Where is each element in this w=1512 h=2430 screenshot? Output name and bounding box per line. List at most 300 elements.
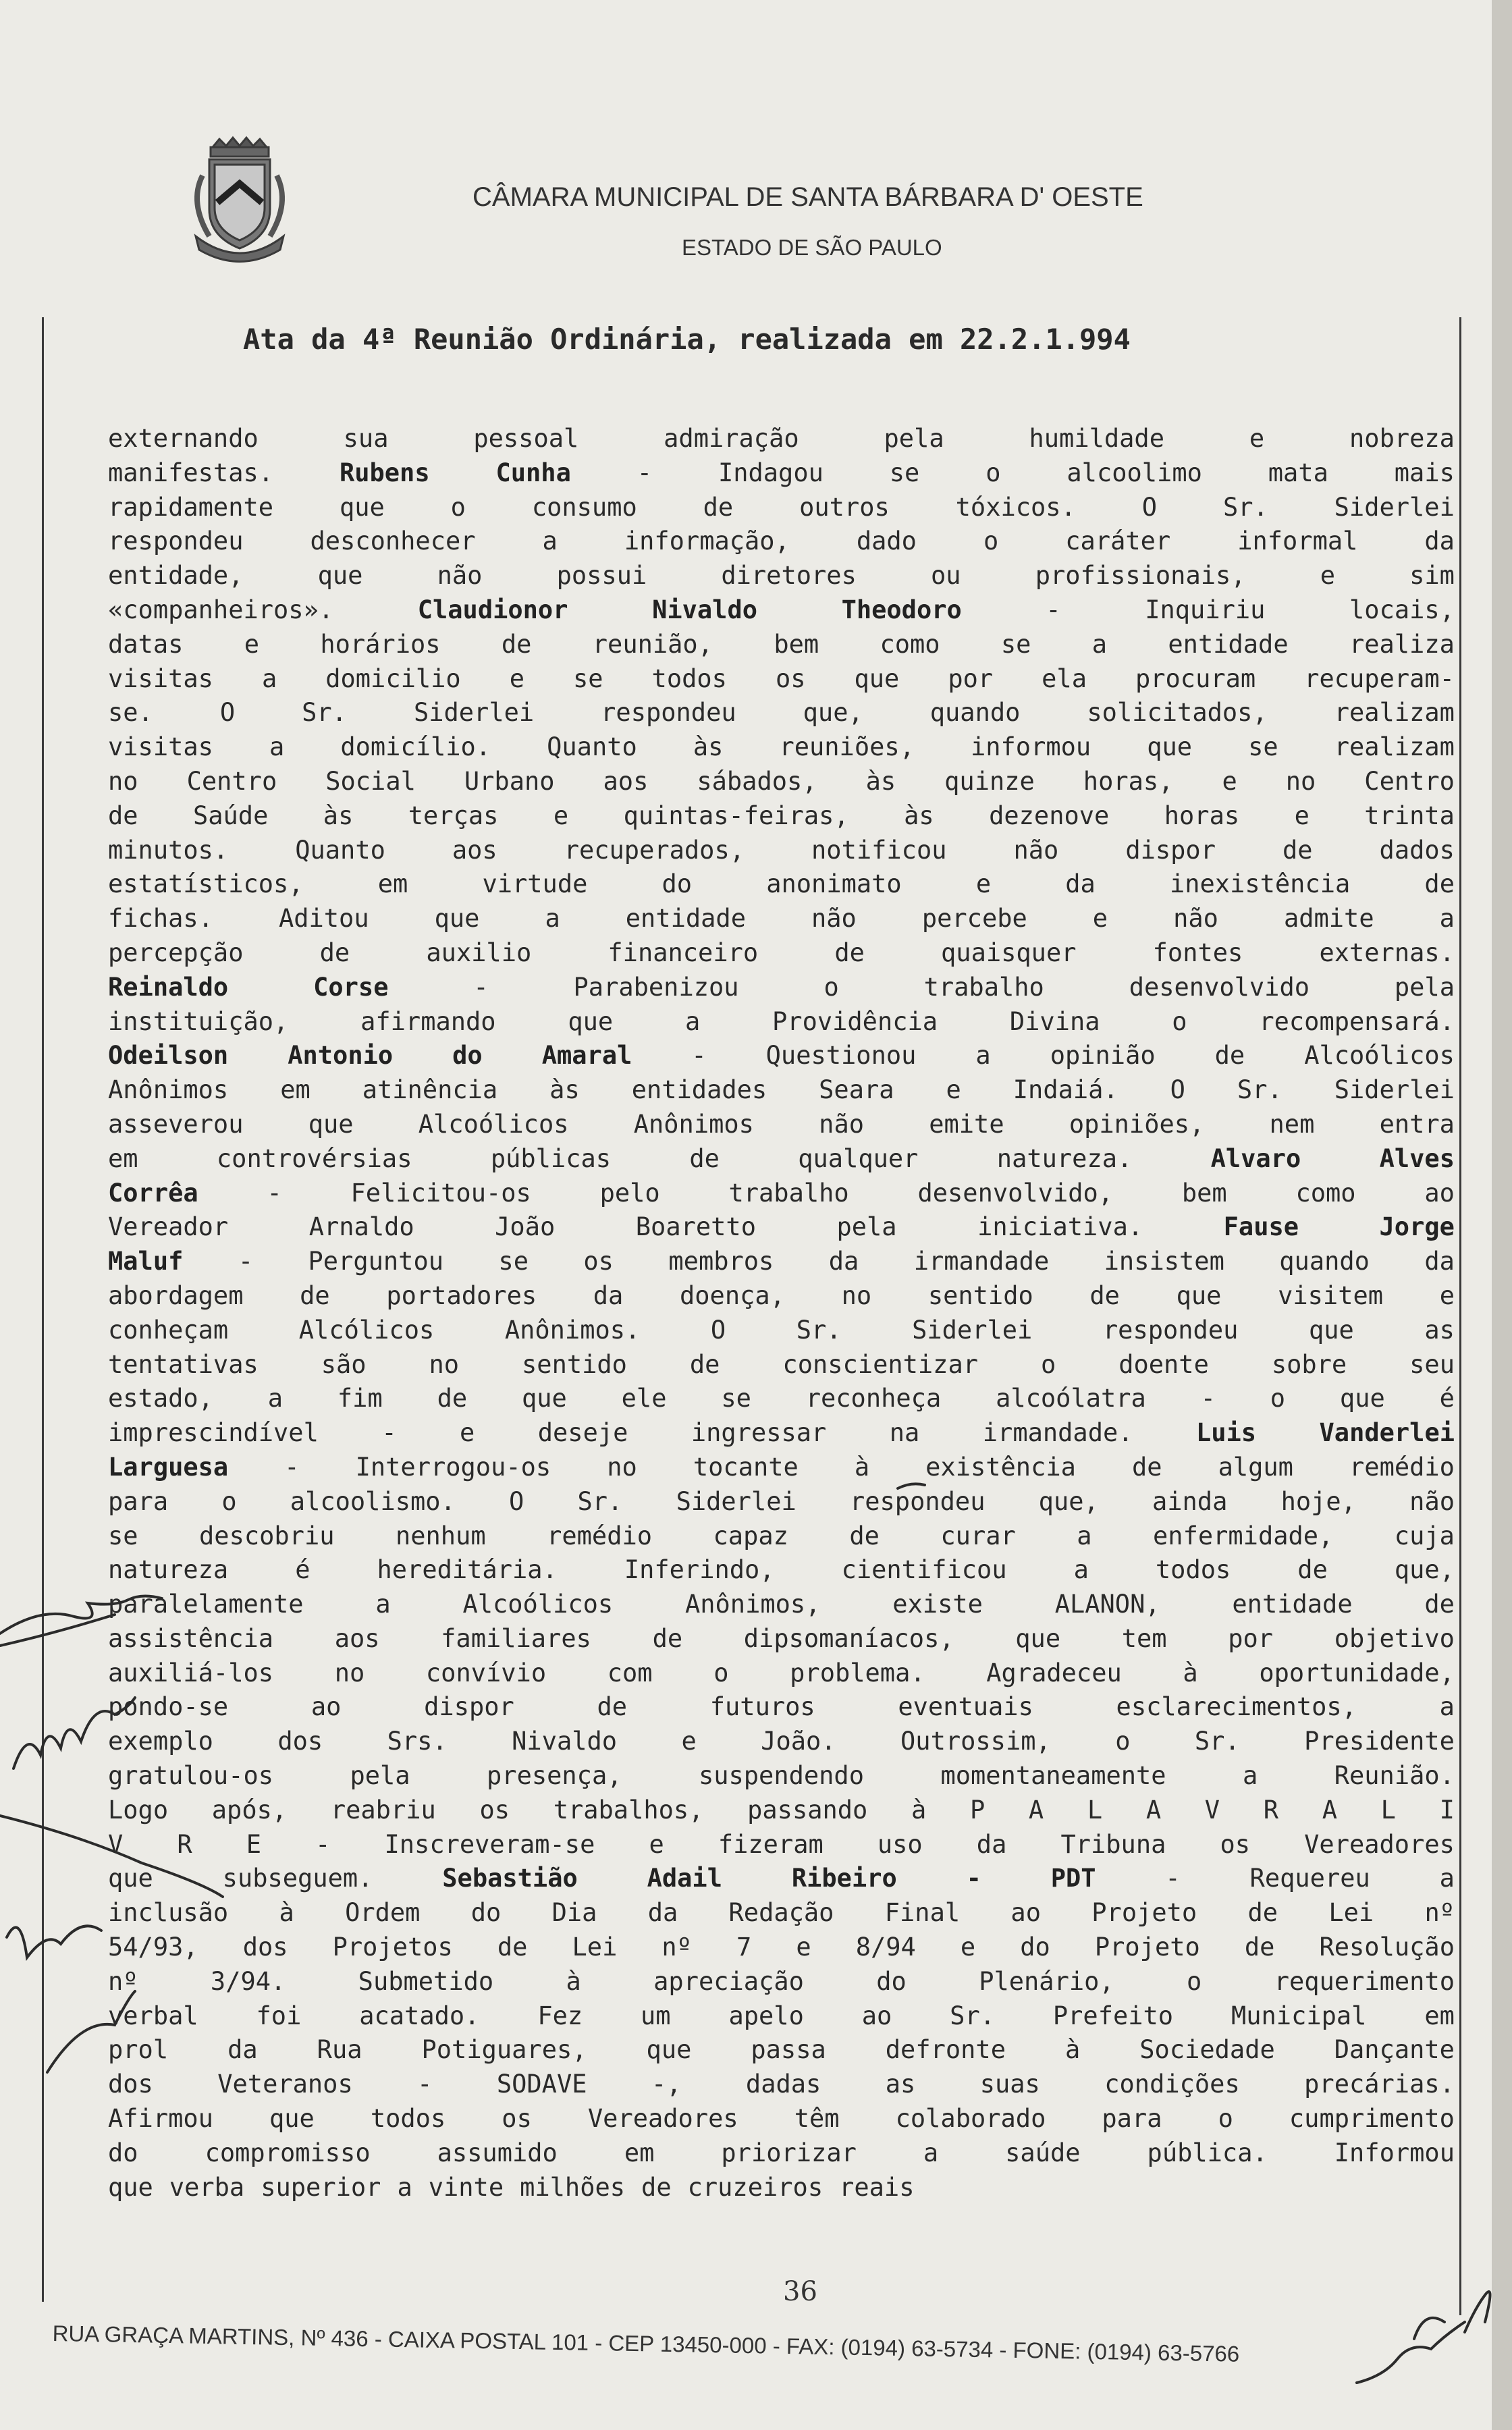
word: de <box>834 938 865 967</box>
word: Quanto <box>295 835 385 865</box>
word: os <box>1220 1829 1251 1859</box>
word: notificou <box>811 835 947 865</box>
word: a <box>545 904 560 934</box>
speaker-name-word: Vanderlei <box>1319 1418 1455 1448</box>
word: fizeram <box>718 1829 824 1859</box>
word: de <box>1282 835 1313 865</box>
word: à <box>854 1452 870 1482</box>
word: estado, <box>108 1384 213 1413</box>
word: visitas <box>108 664 213 693</box>
word: que, <box>803 698 863 728</box>
word: verbal <box>108 2001 198 2030</box>
word: momentaneamente <box>940 1761 1166 1791</box>
word: a <box>1073 1555 1089 1585</box>
word: suas <box>979 2070 1040 2099</box>
word: do <box>108 2138 138 2167</box>
word: reais <box>839 2172 915 2202</box>
word: respondeu <box>108 526 244 556</box>
word: para <box>108 1486 169 1516</box>
word: de <box>597 1692 628 1722</box>
word: Projeto <box>1094 1933 1200 1962</box>
word: Projeto <box>1091 1898 1197 1928</box>
word: de <box>497 1933 528 1962</box>
word: suspendendo <box>698 1761 864 1791</box>
text-line <box>108 664 1455 699</box>
word: que <box>646 2035 692 2065</box>
word: hereditária. <box>377 1555 558 1585</box>
page-edge <box>1492 0 1512 2430</box>
word: Lei <box>1328 1898 1374 1928</box>
speaker-name-word: Corse <box>313 972 389 1002</box>
word: e <box>796 1933 811 1962</box>
word: respondeu <box>601 698 736 728</box>
word: visitem <box>1278 1280 1384 1310</box>
word: todos <box>1155 1555 1231 1585</box>
word: irmandade <box>913 1247 1050 1276</box>
word: emite <box>929 1109 1004 1139</box>
text-line <box>108 732 1455 767</box>
word: sábados, <box>697 766 817 796</box>
word: realizam <box>1334 732 1455 762</box>
word: às <box>865 766 896 796</box>
word: Fez <box>537 2001 583 2030</box>
word: Submetido <box>358 1966 494 1996</box>
word: entidade <box>625 904 746 934</box>
word: que, <box>1394 1555 1455 1585</box>
word: e <box>1222 766 1237 796</box>
word: iniciativa. <box>977 1212 1143 1242</box>
word: que <box>269 2104 315 2134</box>
word: minutos. <box>108 835 229 865</box>
word: anonimato <box>766 869 902 899</box>
word: sim <box>1409 561 1455 591</box>
word: remédio <box>1349 1452 1455 1482</box>
word: abordagem <box>108 1280 244 1310</box>
word: do <box>662 869 693 899</box>
word: que <box>1176 1280 1222 1310</box>
coat-of-arms-emblem <box>182 135 297 263</box>
word: o <box>1040 1349 1056 1379</box>
word: como <box>880 629 940 659</box>
word: o <box>450 492 466 522</box>
word: trabalhos, <box>553 1795 704 1825</box>
word: doença, <box>680 1280 785 1310</box>
word: Alcólicos <box>298 1315 435 1345</box>
word: Felicitou-os <box>350 1178 531 1208</box>
word: - <box>267 1178 282 1208</box>
word: se <box>1000 629 1031 659</box>
word: - <box>315 1829 331 1859</box>
speaker-name-word: Sebastião <box>442 1864 578 1893</box>
word: cumprimento <box>1289 2104 1455 2134</box>
word: alcoolismo. <box>290 1486 456 1516</box>
word: Siderlei <box>1334 492 1455 522</box>
word: realiza <box>1349 629 1455 659</box>
word: - <box>1200 1384 1216 1413</box>
word: assumido <box>437 2138 558 2167</box>
word: a <box>1439 904 1455 934</box>
word: alcoólatra <box>996 1384 1146 1413</box>
word: percebe <box>921 904 1027 934</box>
word: dado <box>856 526 917 556</box>
word: às <box>904 801 934 830</box>
word: em <box>280 1075 310 1105</box>
text-line <box>108 1727 1455 1761</box>
word: pondo-se <box>108 1692 229 1722</box>
word: e <box>1294 801 1310 830</box>
word: informal <box>1237 526 1358 556</box>
word: Ordem <box>345 1898 421 1928</box>
speaker-name-word: Jorge <box>1379 1212 1455 1242</box>
word: bem <box>1181 1178 1227 1208</box>
speaker-name-word: Maluf <box>108 1247 184 1276</box>
word: não <box>1013 835 1059 865</box>
word: inexistência <box>1169 869 1351 899</box>
word: nº <box>662 1933 692 1962</box>
word: L <box>1087 1795 1103 1825</box>
word: A <box>1322 1795 1337 1825</box>
word: algum <box>1218 1452 1293 1482</box>
word: da <box>593 1280 624 1310</box>
word: e <box>244 629 259 659</box>
word: tóxicos. <box>955 492 1076 522</box>
word: o <box>824 972 839 1002</box>
minutes-body <box>108 424 1455 2207</box>
text-line <box>108 869 1455 904</box>
word: quinze <box>944 766 1035 796</box>
word: Sr. <box>950 2001 995 2030</box>
word: se <box>108 1521 138 1550</box>
word: Providência <box>772 1006 938 1036</box>
word: percepção <box>108 938 244 967</box>
word: Quanto <box>547 732 637 762</box>
word: o <box>1218 2104 1233 2134</box>
word: futuros <box>709 1692 815 1722</box>
word: dos <box>108 2070 153 2099</box>
word: Questionou <box>765 1041 917 1071</box>
word: que <box>521 1384 567 1413</box>
speaker-name-word: Larguesa <box>108 1452 229 1482</box>
speaker-name-word: Corrêa <box>108 1178 198 1208</box>
word: de <box>108 801 138 830</box>
word: Sr. <box>796 1315 842 1345</box>
word: da <box>828 1247 859 1276</box>
word: é <box>1439 1384 1455 1413</box>
text-line <box>108 1521 1455 1556</box>
word: João. <box>761 1727 836 1756</box>
word: passando <box>747 1795 868 1825</box>
word: a <box>375 1590 391 1619</box>
word: um <box>641 2001 671 2030</box>
word: de <box>652 1623 683 1653</box>
word: Social <box>325 766 416 796</box>
word: a <box>1077 1521 1092 1550</box>
word: a <box>542 526 558 556</box>
word: 3/94. <box>210 1966 286 1996</box>
word: trabalho <box>923 972 1044 1002</box>
word: apelo <box>728 2001 804 2030</box>
word: outros <box>799 492 890 522</box>
text-line <box>108 1212 1455 1247</box>
word: datas <box>108 629 184 659</box>
text-line <box>108 1075 1455 1110</box>
text-line <box>108 424 1455 458</box>
word: sentido <box>927 1280 1033 1310</box>
word: do <box>470 1898 502 1928</box>
word: Vereadores <box>587 2104 738 2134</box>
word: que <box>339 492 385 522</box>
word: após, <box>211 1795 288 1825</box>
word: hoje, <box>1280 1486 1356 1516</box>
word: Inquiriu <box>1145 595 1266 624</box>
word: à <box>1064 2035 1081 2065</box>
word: Anônimos, <box>684 1590 821 1619</box>
word: ingressar <box>691 1418 827 1448</box>
word: de <box>641 2172 672 2202</box>
text-line <box>108 1487 1455 1521</box>
word: condições <box>1104 2070 1240 2099</box>
speaker-name-word: Odeilson <box>108 1041 229 1071</box>
word: vinte <box>428 2172 504 2202</box>
word: dezenove <box>989 801 1110 830</box>
word: a <box>923 2138 939 2167</box>
word: Projetos <box>332 1933 453 1962</box>
word: SODAVE <box>496 2070 587 2099</box>
word: se <box>572 664 603 693</box>
word: Rua <box>317 2035 362 2065</box>
text-line <box>108 2104 1455 2138</box>
word: a <box>397 2172 412 2202</box>
word: Indaiá. <box>1013 1075 1118 1105</box>
word: os <box>583 1247 614 1276</box>
word: acatado. <box>359 2001 480 2030</box>
word: curar <box>940 1521 1016 1550</box>
text-line <box>108 1110 1455 1144</box>
word: de <box>1297 1555 1328 1585</box>
word: da <box>647 1898 678 1928</box>
word: Inferindo, <box>624 1555 775 1585</box>
word: reconheça <box>805 1384 942 1413</box>
text-line <box>108 1316 1455 1350</box>
speaker-name-word: Alvaro <box>1210 1143 1301 1173</box>
word: que <box>854 664 900 693</box>
word: realizam <box>1334 698 1455 728</box>
word: Centro <box>186 766 277 796</box>
word: estatísticos, <box>108 869 304 899</box>
word: em <box>108 1143 138 1173</box>
word: Informou <box>1334 2138 1455 2167</box>
word: às <box>323 801 354 830</box>
word: da <box>1424 1247 1455 1276</box>
word: reabriu <box>330 1795 436 1825</box>
word: informou <box>970 732 1091 762</box>
text-line <box>108 1864 1455 1898</box>
word: da <box>976 1829 1007 1859</box>
word: e <box>946 1075 961 1105</box>
word: e <box>975 869 992 899</box>
word: Sociedade <box>1139 2035 1275 2065</box>
text-line <box>108 526 1455 561</box>
word: Sr. <box>1237 1075 1282 1105</box>
text-line <box>108 801 1455 836</box>
word: no <box>108 766 138 796</box>
word: pela <box>1394 972 1455 1002</box>
word: Sr. <box>1222 492 1268 522</box>
word: Sr. <box>302 698 347 728</box>
word: O <box>1141 492 1158 522</box>
word: quando <box>929 698 1021 728</box>
word: Inscreveram-se <box>384 1829 595 1859</box>
text-line <box>108 1281 1455 1316</box>
text-line <box>108 1144 1455 1179</box>
text-line <box>108 1555 1455 1590</box>
word: superior <box>261 2172 381 2202</box>
word: para <box>1102 2104 1162 2134</box>
word: dispor <box>1125 835 1216 865</box>
state-name: ESTADO DE SÃO PAULO <box>682 235 942 260</box>
word: horas <box>1164 801 1240 830</box>
word: ALANON, <box>1054 1590 1160 1619</box>
word: Potiguares, <box>421 2035 587 2065</box>
word: nº <box>1424 1898 1455 1928</box>
word: Siderlei <box>676 1486 796 1516</box>
speaker-name-word: Claudionor <box>417 595 568 624</box>
word: Redação <box>728 1898 834 1928</box>
word: - <box>1046 595 1061 624</box>
word: se. <box>108 698 153 728</box>
word: Boaretto <box>635 1212 756 1242</box>
word: de <box>689 1143 720 1173</box>
word: I <box>1439 1795 1455 1825</box>
word: de <box>437 1384 468 1413</box>
word: dadas <box>745 2070 821 2099</box>
word: - <box>691 1041 707 1071</box>
word: pela <box>884 424 944 453</box>
word: eventuais <box>898 1692 1033 1722</box>
speaker-name-word: - <box>966 1864 981 1893</box>
word: membros <box>668 1247 774 1276</box>
word: 54/93, <box>108 1933 198 1962</box>
word: se <box>498 1247 529 1276</box>
word: priorizar <box>721 2138 857 2167</box>
word: a <box>1439 1692 1455 1722</box>
word: da <box>1424 526 1455 556</box>
speaker-name-word: PDT <box>1050 1864 1096 1893</box>
text-line <box>108 2173 1455 2207</box>
word: passa <box>751 2035 826 2065</box>
word: V <box>1204 1795 1220 1825</box>
word: no <box>334 1658 365 1688</box>
word: mais <box>1394 458 1455 487</box>
word: não <box>1409 1486 1455 1516</box>
word: procuram <box>1135 664 1256 693</box>
text-line <box>108 595 1455 630</box>
text-line <box>108 1933 1455 1967</box>
word: pessoal <box>473 424 579 453</box>
word: pelo <box>599 1178 660 1208</box>
word: tem <box>1121 1623 1167 1653</box>
word: tocante <box>693 1452 799 1482</box>
word: se <box>889 458 920 487</box>
speaker-name-word: Luis <box>1195 1418 1257 1448</box>
word: R <box>177 1829 192 1859</box>
word: desenvolvido <box>1129 972 1310 1002</box>
word: O <box>1170 1075 1185 1105</box>
word: ao <box>310 1692 342 1722</box>
text-line <box>108 458 1455 493</box>
word: Anônimos <box>633 1109 754 1139</box>
word: que <box>108 1864 153 1893</box>
word: que <box>568 1006 614 1036</box>
word: - <box>284 1452 300 1482</box>
word: que <box>1339 1384 1385 1413</box>
text-line <box>108 836 1455 870</box>
word: no <box>841 1280 872 1310</box>
word: o <box>221 1486 237 1516</box>
word: - <box>381 1418 397 1448</box>
word: ainda <box>1152 1486 1228 1516</box>
word: Outrossim, <box>900 1727 1051 1756</box>
word: no <box>429 1349 460 1379</box>
word: «companheiros». <box>108 595 334 624</box>
word: domicílio. <box>340 732 491 762</box>
word: financeiro <box>608 938 759 967</box>
word: ao <box>1010 1898 1041 1928</box>
word: exemplo <box>108 1727 213 1756</box>
word: Interrogou-os <box>355 1452 551 1482</box>
word: solicitados, <box>1087 698 1268 728</box>
word: existe <box>892 1590 983 1619</box>
word: Dia <box>551 1898 597 1928</box>
word: Centro <box>1364 766 1455 796</box>
margin-rule-left <box>42 317 44 2302</box>
word: colaborado <box>895 2104 1046 2134</box>
word: 7 <box>736 1933 752 1962</box>
word: se <box>1248 732 1278 762</box>
word: caráter <box>1065 526 1171 556</box>
text-line <box>108 1898 1455 1933</box>
word: entra <box>1379 1109 1455 1139</box>
word: entidade <box>1168 629 1289 659</box>
word: externando <box>108 424 259 453</box>
word: a <box>269 732 285 762</box>
word: não <box>811 904 857 934</box>
word: de <box>1131 1452 1162 1482</box>
word: as <box>1424 1315 1455 1345</box>
word: Parabenizou <box>573 972 739 1002</box>
word: a <box>261 664 277 693</box>
speaker-name-word: Ribeiro <box>791 1864 897 1893</box>
word: manifestas. <box>108 458 274 487</box>
word: as <box>885 2070 916 2099</box>
word: locais, <box>1349 595 1455 624</box>
word: fichas. <box>108 904 213 934</box>
word: de <box>1424 869 1455 899</box>
text-line <box>108 1350 1455 1384</box>
word: cruzeiros <box>687 2172 824 2202</box>
word: fontes <box>1152 938 1243 967</box>
word: externas. <box>1319 938 1455 967</box>
text-line <box>108 561 1455 595</box>
word: de <box>1424 1590 1455 1619</box>
word: às <box>549 1075 580 1105</box>
word: subseguem. <box>222 1864 373 1893</box>
word: natureza. <box>996 1143 1133 1173</box>
footer-address: RUA GRAÇA MARTINS, Nº 436 - CAIXA POSTAL 101 - CEP 13450-000 - FAX: (0194) 63-5734 - FONE: (0194) 63-5766 <box>52 2321 1240 2367</box>
text-line <box>108 1967 1455 2001</box>
word: e <box>1439 1280 1455 1310</box>
word: natureza <box>108 1555 229 1585</box>
